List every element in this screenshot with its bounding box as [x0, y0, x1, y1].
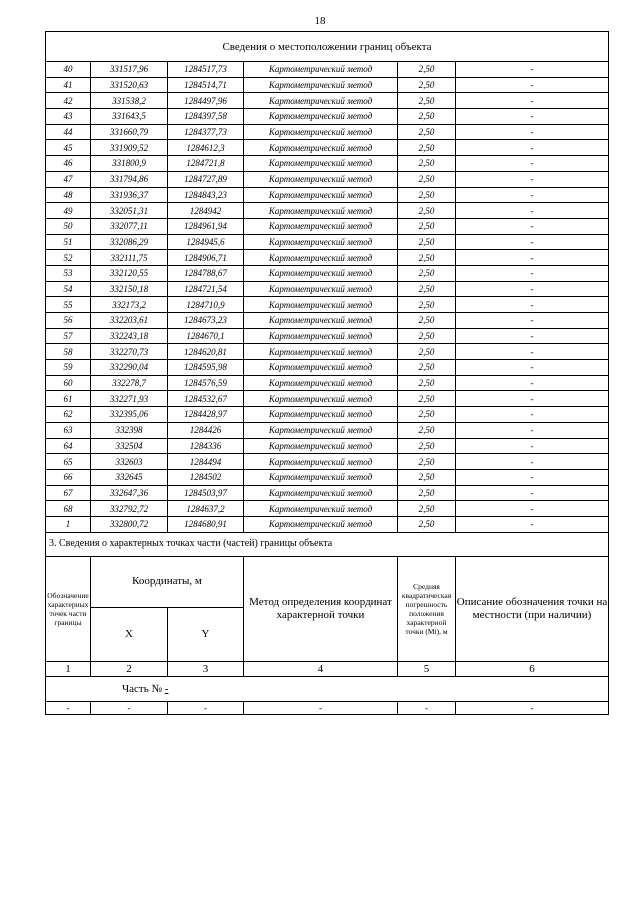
coord-y: 1284680,91: [168, 516, 244, 532]
table-row: [46, 454, 609, 470]
point-number: 40: [46, 62, 91, 78]
table-row: [46, 109, 609, 125]
table-row: [46, 171, 609, 187]
mt-cell: 2,50: [398, 454, 456, 470]
mt-cell: 2,50: [398, 93, 456, 109]
desc-cell: -: [456, 265, 609, 281]
point-number: 63: [46, 422, 91, 438]
coord-x: 332150,18: [91, 281, 168, 297]
coord-y: 1284710,9: [168, 297, 244, 313]
point-number: 46: [46, 156, 91, 172]
point-number: 44: [46, 124, 91, 140]
part-row: [46, 676, 609, 701]
section-title-row: [46, 32, 609, 62]
coord-y: 1284517,73: [168, 62, 244, 78]
header-coords: Координаты, м: [91, 556, 244, 607]
desc-cell: -: [456, 485, 609, 501]
coord-y: 1284843,23: [168, 187, 244, 203]
mt-cell: 2,50: [398, 313, 456, 329]
point-number: 61: [46, 391, 91, 407]
coord-y: 1284961,94: [168, 218, 244, 234]
method-cell: Картометрический метод: [244, 124, 398, 140]
desc-cell: -: [456, 501, 609, 517]
coord-y: 1284727,89: [168, 171, 244, 187]
point-number: 1: [46, 516, 91, 532]
mt-cell: 2,50: [398, 250, 456, 266]
header-col1: Обозначение характерных точек части границы: [46, 556, 91, 661]
method-cell: Картометрический метод: [244, 344, 398, 360]
col-number: 3: [168, 661, 244, 676]
method-cell: Картометрический метод: [244, 281, 398, 297]
desc-cell: -: [456, 391, 609, 407]
coord-y: 1284428,97: [168, 407, 244, 423]
desc-cell: -: [456, 375, 609, 391]
coord-y: 1284497,96: [168, 93, 244, 109]
table-row: [46, 516, 609, 532]
desc-cell: -: [456, 124, 609, 140]
coord-x: 331538,2: [91, 93, 168, 109]
table-row: [46, 328, 609, 344]
coord-x: 332051,31: [91, 203, 168, 219]
method-cell: Картометрический метод: [244, 485, 398, 501]
point-number: 67: [46, 485, 91, 501]
method-cell: Картометрический метод: [244, 109, 398, 125]
coord-y: 1284721,8: [168, 156, 244, 172]
col-number: 6: [456, 661, 609, 676]
desc-cell: -: [456, 234, 609, 250]
mt-cell: 2,50: [398, 124, 456, 140]
method-cell: Картометрический метод: [244, 297, 398, 313]
coord-x: 332173,2: [91, 297, 168, 313]
boundary-table: [45, 31, 609, 715]
mt-cell: 2,50: [398, 501, 456, 517]
col-number: 2: [91, 661, 168, 676]
mt-cell: 2,50: [398, 203, 456, 219]
mt-cell: 2,50: [398, 422, 456, 438]
desc-cell: -: [456, 281, 609, 297]
point-number: 51: [46, 234, 91, 250]
coord-x: 332270,73: [91, 344, 168, 360]
coord-x: 332603: [91, 454, 168, 470]
coord-x: 332792,72: [91, 501, 168, 517]
mt-cell: 2,50: [398, 187, 456, 203]
coord-y: 1284503,97: [168, 485, 244, 501]
desc-cell: -: [456, 140, 609, 156]
coord-x: 332278,7: [91, 375, 168, 391]
coord-x: 332395,06: [91, 407, 168, 423]
dash-cell: -: [244, 701, 398, 714]
method-cell: Картометрический метод: [244, 187, 398, 203]
method-cell: Картометрический метод: [244, 250, 398, 266]
method-cell: Картометрический метод: [244, 313, 398, 329]
method-cell: Картометрический метод: [244, 469, 398, 485]
coord-y: 1284595,98: [168, 360, 244, 376]
part-label: Часть №: [122, 682, 162, 695]
table-row: [46, 234, 609, 250]
mt-cell: 2,50: [398, 171, 456, 187]
method-cell: Картометрический метод: [244, 438, 398, 454]
dash-cell: -: [456, 701, 609, 714]
coord-y: 1284336: [168, 438, 244, 454]
coord-x: 332271,93: [91, 391, 168, 407]
part-cell: [46, 676, 609, 701]
table-row: [46, 265, 609, 281]
section-title: Сведения о местоположении границ объекта: [46, 32, 609, 62]
point-number: 50: [46, 218, 91, 234]
desc-cell: -: [456, 422, 609, 438]
desc-cell: -: [456, 469, 609, 485]
point-number: 57: [46, 328, 91, 344]
coord-y: 1284532,67: [168, 391, 244, 407]
coord-y: 1284637,2: [168, 501, 244, 517]
header-method: Метод определения координат характерной точки: [244, 556, 398, 661]
coord-x: 332398: [91, 422, 168, 438]
coord-x: 332120,55: [91, 265, 168, 281]
method-cell: Картометрический метод: [244, 265, 398, 281]
mt-cell: 2,50: [398, 328, 456, 344]
coord-y: 1284906,71: [168, 250, 244, 266]
method-cell: Картометрический метод: [244, 93, 398, 109]
desc-cell: -: [456, 171, 609, 187]
method-cell: Картометрический метод: [244, 391, 398, 407]
desc-cell: -: [456, 438, 609, 454]
part-dash-row: [46, 701, 609, 714]
point-number: 56: [46, 313, 91, 329]
method-cell: Картометрический метод: [244, 171, 398, 187]
dash-cell: -: [91, 701, 168, 714]
coord-y: 1284576,59: [168, 375, 244, 391]
method-cell: Картометрический метод: [244, 77, 398, 93]
coord-x: 331909,52: [91, 140, 168, 156]
section3-title: 3. Сведения о характерных точках части (частей) границы объекта: [46, 532, 609, 556]
coord-y: 1284721,54: [168, 281, 244, 297]
dash-cell: -: [168, 701, 244, 714]
point-number: 41: [46, 77, 91, 93]
coord-y: 1284502: [168, 469, 244, 485]
table-row: [46, 156, 609, 172]
point-number: 47: [46, 171, 91, 187]
page-number: 18: [314, 15, 326, 27]
mt-cell: 2,50: [398, 516, 456, 532]
header-mt: Средняя квадратическая погрешность положения характерной точки (Mt), м: [398, 556, 456, 661]
point-number: 65: [46, 454, 91, 470]
table-row: [46, 391, 609, 407]
desc-cell: -: [456, 360, 609, 376]
header-y: Y: [168, 608, 244, 662]
mt-cell: 2,50: [398, 297, 456, 313]
header-x: X: [91, 608, 168, 662]
table-row: [46, 501, 609, 517]
desc-cell: -: [456, 297, 609, 313]
method-cell: Картометрический метод: [244, 156, 398, 172]
coord-x: 331794,86: [91, 171, 168, 187]
coord-x: 331800,9: [91, 156, 168, 172]
coord-y: 1284670,1: [168, 328, 244, 344]
method-cell: Картометрический метод: [244, 501, 398, 517]
method-cell: Картометрический метод: [244, 375, 398, 391]
mt-cell: 2,50: [398, 156, 456, 172]
table-row: [46, 124, 609, 140]
coord-x: 332800,72: [91, 516, 168, 532]
table-row: [46, 297, 609, 313]
point-number: 68: [46, 501, 91, 517]
method-cell: Картометрический метод: [244, 62, 398, 78]
coord-y: 1284494: [168, 454, 244, 470]
point-number: 53: [46, 265, 91, 281]
coord-y: 1284673,23: [168, 313, 244, 329]
method-cell: Картометрический метод: [244, 218, 398, 234]
desc-cell: -: [456, 516, 609, 532]
table-row: [46, 344, 609, 360]
point-number: 64: [46, 438, 91, 454]
mt-cell: 2,50: [398, 438, 456, 454]
desc-cell: -: [456, 93, 609, 109]
mt-cell: 2,50: [398, 109, 456, 125]
mt-cell: 2,50: [398, 485, 456, 501]
method-cell: Картометрический метод: [244, 422, 398, 438]
method-cell: Картометрический метод: [244, 516, 398, 532]
coord-y: 1284397,58: [168, 109, 244, 125]
desc-cell: -: [456, 109, 609, 125]
point-number: 45: [46, 140, 91, 156]
mt-cell: 2,50: [398, 140, 456, 156]
mt-cell: 2,50: [398, 469, 456, 485]
coord-x: 332077,11: [91, 218, 168, 234]
coord-x: 331517,96: [91, 62, 168, 78]
points-rows: [46, 62, 609, 533]
desc-cell: -: [456, 407, 609, 423]
desc-cell: -: [456, 62, 609, 78]
mt-cell: 2,50: [398, 265, 456, 281]
coord-y: 1284942: [168, 203, 244, 219]
point-number: 62: [46, 407, 91, 423]
mt-cell: 2,50: [398, 391, 456, 407]
coord-y: 1284377,73: [168, 124, 244, 140]
coord-x: 331520,63: [91, 77, 168, 93]
method-cell: Картометрический метод: [244, 140, 398, 156]
mt-cell: 2,50: [398, 344, 456, 360]
method-cell: Картометрический метод: [244, 360, 398, 376]
table-row: [46, 77, 609, 93]
method-cell: Картометрический метод: [244, 234, 398, 250]
desc-cell: -: [456, 454, 609, 470]
coord-x: 332504: [91, 438, 168, 454]
coord-x: 332243,18: [91, 328, 168, 344]
table-row: [46, 313, 609, 329]
point-number: 42: [46, 93, 91, 109]
method-cell: Картометрический метод: [244, 454, 398, 470]
column-numbers-row: [46, 661, 609, 676]
coord-x: 332290,04: [91, 360, 168, 376]
coord-x: 331643,5: [91, 109, 168, 125]
table-row: [46, 422, 609, 438]
table-row: [46, 485, 609, 501]
table-row: [46, 438, 609, 454]
point-number: 49: [46, 203, 91, 219]
mt-cell: 2,50: [398, 281, 456, 297]
coord-y: 1284945,6: [168, 234, 244, 250]
coord-x: 332086,29: [91, 234, 168, 250]
coord-y: 1284514,71: [168, 77, 244, 93]
table-row: [46, 187, 609, 203]
desc-cell: -: [456, 313, 609, 329]
coord-x: 331936,37: [91, 187, 168, 203]
table-row: [46, 469, 609, 485]
point-number: 54: [46, 281, 91, 297]
point-number: 52: [46, 250, 91, 266]
coord-y: 1284788,67: [168, 265, 244, 281]
coord-x: 332645: [91, 469, 168, 485]
header-row-1: [46, 556, 609, 607]
desc-cell: -: [456, 77, 609, 93]
point-number: 55: [46, 297, 91, 313]
point-number: 43: [46, 109, 91, 125]
table-row: [46, 218, 609, 234]
coord-x: 332111,75: [91, 250, 168, 266]
point-number: 58: [46, 344, 91, 360]
part-value: -: [164, 682, 169, 695]
desc-cell: -: [456, 344, 609, 360]
coord-y: 1284426: [168, 422, 244, 438]
col-number: 5: [398, 661, 456, 676]
mt-cell: 2,50: [398, 62, 456, 78]
coord-x: 332647,36: [91, 485, 168, 501]
mt-cell: 2,50: [398, 218, 456, 234]
table-row: [46, 250, 609, 266]
col-number: 1: [46, 661, 91, 676]
point-number: 59: [46, 360, 91, 376]
mt-cell: 2,50: [398, 360, 456, 376]
mt-cell: 2,50: [398, 407, 456, 423]
table-row: [46, 281, 609, 297]
mt-cell: 2,50: [398, 234, 456, 250]
table-row: [46, 203, 609, 219]
point-number: 48: [46, 187, 91, 203]
coord-y: 1284612,3: [168, 140, 244, 156]
desc-cell: -: [456, 187, 609, 203]
table-row: [46, 407, 609, 423]
coord-y: 1284620,81: [168, 344, 244, 360]
desc-cell: -: [456, 250, 609, 266]
desc-cell: -: [456, 156, 609, 172]
desc-cell: -: [456, 218, 609, 234]
col-number: 4: [244, 661, 398, 676]
table-row: [46, 375, 609, 391]
table-row: [46, 62, 609, 78]
coord-x: 332203,61: [91, 313, 168, 329]
desc-cell: -: [456, 328, 609, 344]
mt-cell: 2,50: [398, 375, 456, 391]
dash-cell: -: [46, 701, 91, 714]
method-cell: Картометрический метод: [244, 203, 398, 219]
table-row: [46, 360, 609, 376]
boundary-sheet: [45, 31, 608, 715]
coord-x: 331660,79: [91, 124, 168, 140]
method-cell: Картометрический метод: [244, 407, 398, 423]
section3-title-row: [46, 532, 609, 556]
point-number: 60: [46, 375, 91, 391]
point-number: 66: [46, 469, 91, 485]
header-desc: Описание обозначения точки на местности (при наличии): [456, 556, 609, 661]
method-cell: Картометрический метод: [244, 328, 398, 344]
mt-cell: 2,50: [398, 77, 456, 93]
table-row: [46, 93, 609, 109]
dash-cell: -: [398, 701, 456, 714]
table-row: [46, 140, 609, 156]
desc-cell: -: [456, 203, 609, 219]
